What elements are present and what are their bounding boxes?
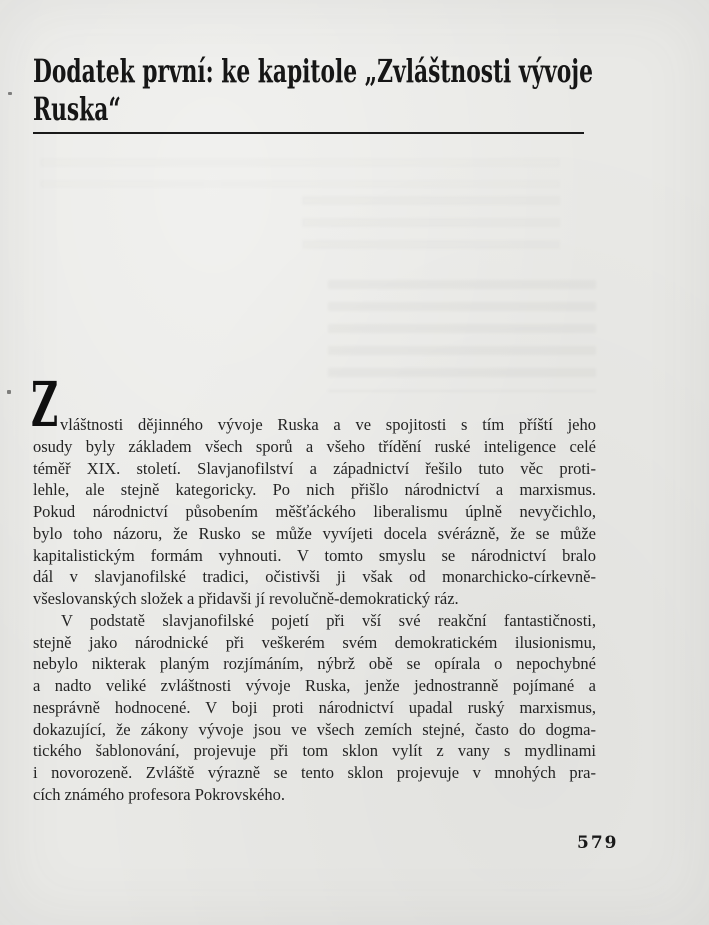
text-line: V podstatě slavjanofilské pojetí při vší své reakční fantastičnosti, [61, 610, 596, 630]
chapter-heading [33, 52, 693, 128]
text-line: i novorozeně. Zvláště výrazně se tento sklon projevuje v mnohých pra- [33, 763, 596, 782]
text-line: téměř XIX. století. Slavjanofilství a západnictví řešilo tuto věc proti- [33, 458, 596, 478]
dropcap-initial: Z [31, 368, 59, 441]
text-line: dál v slavjanofilské tradici, očistivši ji však od monarchicko-církevně- [33, 567, 596, 587]
text-line: stejně jako národnické při veškerém svém demokratickém ilusionismu, [33, 632, 596, 652]
text-line: dokazující, že zákony vývoje jsou ve všech zemích stejné, často do dogma- [33, 719, 596, 739]
text-line: nebylo nikterak planým rozjímáním, nýbrž obě se opírala o nepochybné [33, 654, 596, 674]
text-line: kapitalistickým formám vyhnouti. V tomto smyslu se národnictví bralo [33, 545, 596, 565]
text-line: cích známého profesora Pokrovského. [33, 784, 286, 804]
text-line: lehle, ale stejně kategoricky. Po nich přišlo národnictví a marxismus. [33, 480, 596, 500]
page-number: 579 [577, 833, 619, 853]
text-line: Pokud národnictví působením měšťáckého liberalismu úplně nevyčichlo, [33, 502, 596, 521]
scan-speck [7, 390, 11, 394]
text-line: všeslovanských složek a přidavši jí revolučně-demokratický ráz. [33, 589, 459, 608]
text-line: a nadto veliké zvláštnosti vývoje Ruska, jenže jednostranně pojímané a [33, 676, 596, 695]
text-line: Z vláštnosti dějinného vývoje Ruska a ve spojitosti s tím příští jeho [31, 368, 596, 441]
page-showthrough [328, 280, 596, 392]
paragraph [31, 368, 596, 610]
text-line: bylo toho názoru, že Rusko se může vyvíjeti docela svérázně, že se může [33, 523, 596, 543]
body-text [31, 368, 596, 806]
page-showthrough [302, 196, 560, 252]
title-rule [33, 132, 584, 134]
text-line: nesprávně hodnocené. V boji proti národnictví upadal ruský marxismus, [33, 697, 596, 717]
text-line: tického šablonování, projevuje při tom sklon vylít z vany s mydlinami [33, 741, 596, 761]
page-showthrough [40, 158, 560, 188]
chapter-title-line-2: Ruska“ [33, 90, 121, 128]
chapter-title-line-1: Dodatek první: ke kapitole „Zvláštnosti vývoje [33, 52, 594, 90]
scan-speck [8, 92, 12, 95]
text-line: osudy byly základem všech sporů a všeho třídění ruské inteligence celé [33, 436, 596, 456]
paragraph [33, 610, 596, 806]
